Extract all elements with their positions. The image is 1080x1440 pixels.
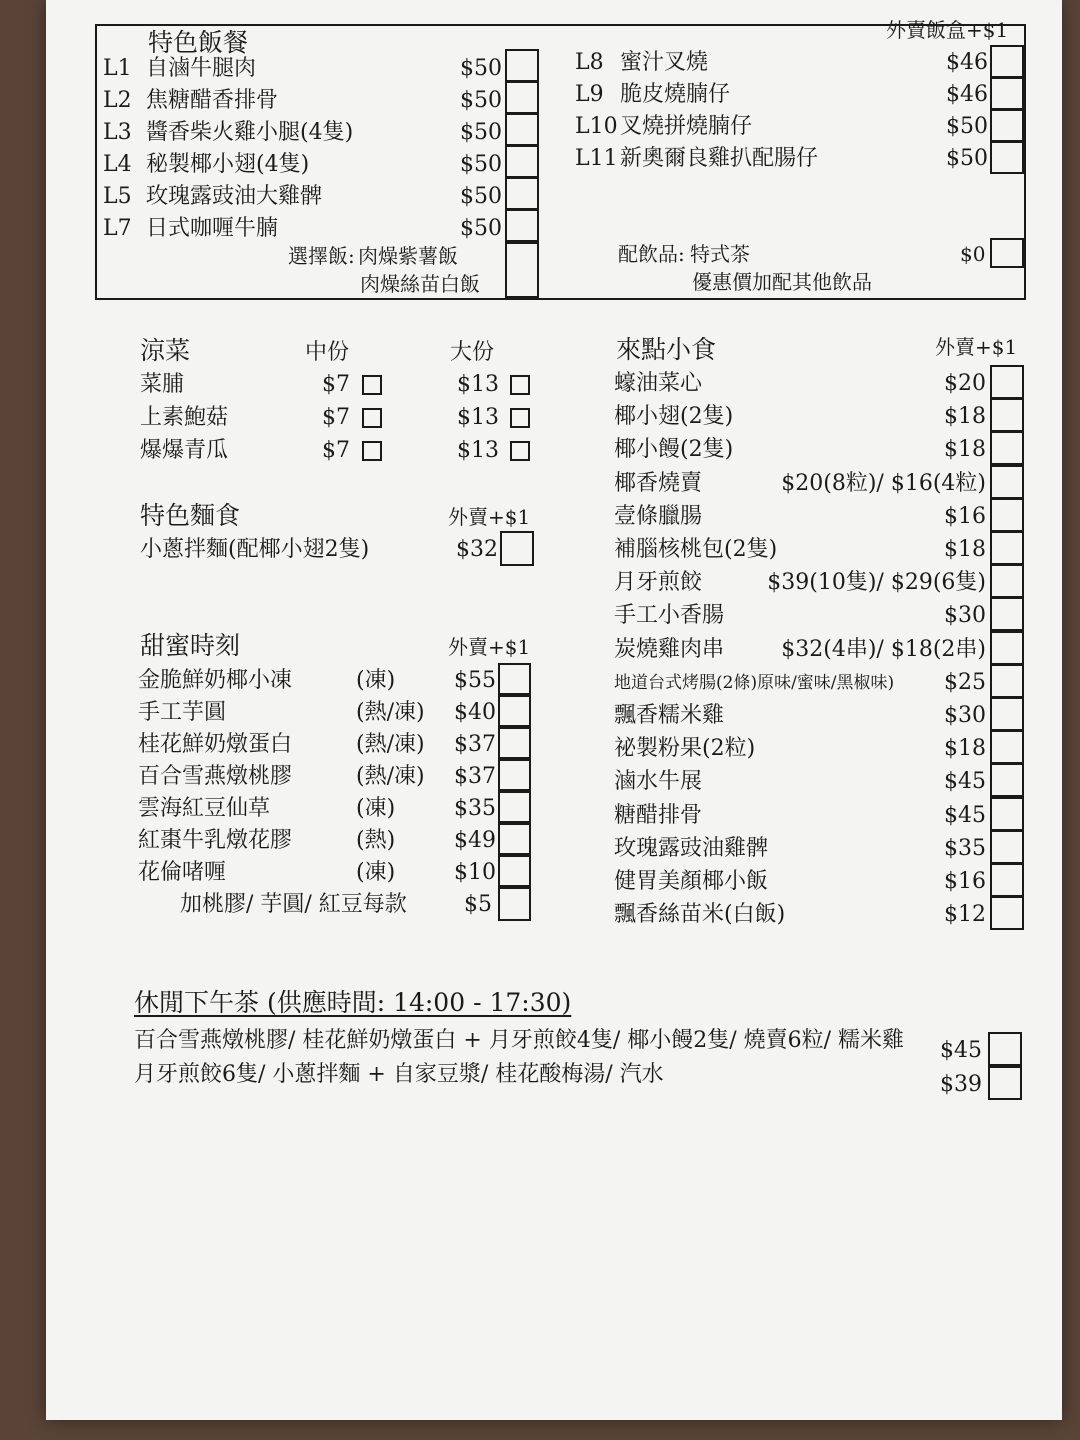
- tea-set-checkbox[interactable]: [988, 1066, 1022, 1100]
- set-meal-name: 新奧爾良雞扒配腸仔: [620, 146, 819, 171]
- set-meals-title: 特色飯餐: [148, 28, 249, 57]
- drink-value: 特式茶: [690, 242, 750, 266]
- cold-dish-large-checkbox[interactable]: [510, 441, 530, 461]
- snack-price: $20: [944, 371, 986, 396]
- cold-dish-medium-checkbox[interactable]: [362, 408, 382, 428]
- cold-dish-large-checkbox[interactable]: [510, 375, 530, 395]
- set-meal-checkbox[interactable]: [990, 109, 1024, 142]
- noodles-takeaway-note: 外賣+$1: [448, 505, 531, 529]
- snack-checkbox[interactable]: [990, 498, 1024, 532]
- cold-dish-large-checkbox[interactable]: [510, 408, 530, 428]
- dessert-price: $37: [454, 764, 496, 789]
- set-meal-code: L8: [575, 50, 604, 75]
- rice-choice-label: 選擇飯:: [288, 244, 355, 268]
- snack-name: 玫瑰露豉油雞髀: [614, 835, 769, 861]
- set-meal-price: $50: [946, 146, 988, 171]
- snack-checkbox[interactable]: [990, 896, 1024, 930]
- snack-price: $20(8粒)/ $16(4粒): [781, 470, 986, 496]
- snack-name: 飄香糯米雞: [614, 703, 725, 728]
- dessert-name: 百合雪燕燉桃膠: [138, 764, 293, 789]
- snack-price: $18: [944, 437, 986, 463]
- set-meal-code: L7: [103, 216, 132, 241]
- set-meal-checkbox[interactable]: [990, 45, 1024, 78]
- set-meal-price: $46: [946, 82, 988, 107]
- drink-price: $0: [960, 242, 986, 266]
- snack-name: 炭燒雞肉串: [614, 636, 725, 662]
- dessert-temp: (凍): [356, 796, 396, 821]
- snack-checkbox[interactable]: [990, 631, 1024, 665]
- set-meal-price: $50: [460, 88, 502, 113]
- dessert-name: 紅棗牛乳燉花膠: [138, 828, 293, 853]
- dessert-temp: (熱/凍): [356, 700, 425, 725]
- dessert-checkbox[interactable]: [498, 791, 531, 823]
- dessert-checkbox[interactable]: [498, 823, 531, 855]
- rice-option-2: 肉燥絲苗白飯: [360, 272, 480, 296]
- dessert-price: $55: [454, 668, 496, 693]
- set-meal-checkbox[interactable]: [990, 141, 1024, 174]
- snacks-title: 來點小食: [616, 335, 717, 364]
- dessert-price: $10: [454, 860, 496, 885]
- snack-checkbox[interactable]: [990, 564, 1024, 598]
- snack-price: $45: [944, 802, 986, 828]
- snack-price: $35: [944, 835, 986, 861]
- snack-name: 祕製粉果(2粒): [614, 736, 756, 762]
- dessert-addon-checkbox[interactable]: [498, 887, 531, 921]
- set-meal-code: L4: [103, 152, 132, 177]
- set-meal-price: $46: [946, 50, 988, 75]
- snack-price: $18: [944, 537, 986, 562]
- snack-name: 月牙煎餃: [614, 570, 703, 596]
- cold-dish-large-price: $13: [457, 438, 499, 463]
- snack-checkbox[interactable]: [990, 697, 1024, 731]
- noodle-checkbox[interactable]: [500, 531, 534, 566]
- cold-dish-medium-checkbox[interactable]: [362, 441, 382, 461]
- dessert-price: $49: [454, 828, 496, 853]
- set-meal-checkbox[interactable]: [990, 77, 1024, 110]
- set-meal-code: L10: [575, 114, 618, 139]
- snack-name: 蠔油菜心: [614, 371, 703, 396]
- cold-dish-medium-price: $7: [322, 405, 350, 430]
- snack-checkbox[interactable]: [990, 664, 1024, 698]
- dessert-price: $35: [454, 796, 496, 821]
- set-meal-name: 自滷牛腿肉: [146, 56, 257, 81]
- cold-dish-name: 菜脯: [140, 372, 185, 397]
- set-meal-name: 焦糖醋香排骨: [146, 88, 279, 113]
- set-meal-code: L1: [103, 56, 132, 81]
- set-meal-code: L3: [103, 120, 132, 145]
- dessert-temp: (凍): [356, 668, 396, 693]
- snack-price: $16: [944, 869, 986, 894]
- cold-dishes-title: 涼菜: [140, 336, 191, 365]
- set-meal-checkbox[interactable]: [505, 145, 539, 178]
- set-meal-name: 秘製椰小翅(4隻): [146, 152, 310, 177]
- dessert-name: 金脆鮮奶椰小凍: [138, 668, 293, 693]
- snack-name: 健胃美顏椰小飯: [614, 869, 769, 894]
- dessert-checkbox[interactable]: [498, 855, 531, 887]
- dessert-checkbox[interactable]: [498, 759, 531, 791]
- drink-note: 優惠價加配其他飲品: [692, 270, 872, 294]
- dessert-name: 雲海紅豆仙草: [138, 796, 271, 821]
- noodles-title: 特色麵食: [140, 501, 241, 530]
- cold-dish-name: 上素鮑菇: [140, 405, 229, 430]
- set-meal-checkbox[interactable]: [505, 209, 539, 242]
- snack-price: $30: [944, 703, 986, 728]
- snack-price: $25: [944, 669, 986, 695]
- dessert-name: 桂花鮮奶燉蛋白: [138, 732, 293, 757]
- set-meal-price: $50: [460, 184, 502, 209]
- snacks-takeaway-note: 外賣+$1: [935, 335, 1018, 359]
- snack-checkbox[interactable]: [990, 431, 1024, 465]
- set-meal-checkbox[interactable]: [505, 177, 539, 210]
- set-meal-checkbox[interactable]: [505, 113, 539, 146]
- set-meal-checkbox[interactable]: [505, 81, 539, 114]
- snack-price: $12: [944, 902, 986, 928]
- tea-title: 休閒下午茶 (供應時間: 14:00 - 17:30): [134, 988, 572, 1017]
- snack-checkbox[interactable]: [990, 830, 1024, 864]
- cold-dish-name: 爆爆青瓜: [140, 438, 229, 463]
- set-meal-name: 日式咖喱牛腩: [146, 216, 279, 241]
- rice-checkbox[interactable]: [505, 242, 539, 298]
- set-meal-price: $50: [946, 114, 988, 139]
- tea-set-checkbox[interactable]: [988, 1032, 1022, 1066]
- set-meal-price: $50: [460, 216, 502, 241]
- snack-price: $45: [944, 769, 986, 795]
- cold-dish-medium-price: $7: [322, 372, 350, 397]
- snack-checkbox[interactable]: [990, 531, 1024, 565]
- set-meal-code: L5: [103, 184, 132, 209]
- dessert-temp: (熱): [356, 828, 396, 853]
- snack-name: 補腦核桃包(2隻): [614, 537, 778, 562]
- snack-checkbox[interactable]: [990, 465, 1024, 499]
- snack-price: $39(10隻)/ $29(6隻): [767, 570, 986, 596]
- set-meal-price: $50: [460, 56, 502, 81]
- dessert-name: 花倫啫喱: [138, 860, 227, 885]
- snack-checkbox[interactable]: [990, 365, 1024, 399]
- set-meal-name: 叉燒拼燒腩仔: [620, 114, 753, 139]
- tea-set-text: 月牙煎餃6隻/ 小蔥拌麵 + 自家豆漿/ 桂花酸梅湯/ 汽水: [134, 1062, 664, 1087]
- snack-checkbox[interactable]: [990, 730, 1024, 764]
- snack-price: $18: [944, 736, 986, 762]
- snack-name: 糖醋排骨: [614, 802, 703, 828]
- set-meal-name: 醬香柴火雞小腿(4隻): [146, 120, 354, 145]
- snack-price: $16: [944, 503, 986, 529]
- drink-checkbox[interactable]: [990, 238, 1024, 268]
- snack-checkbox[interactable]: [990, 763, 1024, 797]
- set-meal-name: 脆皮燒腩仔: [620, 82, 731, 107]
- dessert-checkbox[interactable]: [498, 727, 531, 759]
- rice-option-1: 肉燥紫薯飯: [358, 244, 458, 268]
- snack-checkbox[interactable]: [990, 863, 1024, 897]
- cold-dish-medium-price: $7: [322, 438, 350, 463]
- noodle-price: $32: [456, 537, 498, 562]
- snack-name: 椰小翅(2隻): [614, 404, 734, 430]
- dessert-temp: (熱/凍): [356, 732, 425, 757]
- tea-set-price: $39: [940, 1072, 982, 1097]
- noodle-name: 小蔥拌麵(配椰小翅2隻): [140, 537, 370, 562]
- drink-label: 配飲品:: [618, 242, 685, 266]
- dessert-name: 手工芋圓: [138, 700, 227, 725]
- dessert-price: $40: [454, 700, 496, 725]
- dessert-addon-price: $5: [464, 892, 492, 917]
- dessert-addon-name: 加桃膠/ 芋圓/ 紅豆每款: [180, 892, 407, 917]
- cold-dish-large-price: $13: [457, 372, 499, 397]
- snack-name: 地道台式烤腸(2條)原味/蜜味/黑椒味): [614, 672, 895, 693]
- snack-checkbox[interactable]: [990, 398, 1024, 432]
- snack-checkbox[interactable]: [990, 797, 1024, 831]
- snack-name: 滷水牛展: [614, 769, 703, 795]
- snack-price: $30: [944, 603, 986, 629]
- set-meals-takeaway-note: 外賣飯盒+$1: [886, 18, 1009, 42]
- set-meal-price: $50: [460, 120, 502, 145]
- snack-price: $18: [944, 404, 986, 430]
- snack-price: $32(4串)/ $18(2串): [781, 636, 986, 662]
- desserts-takeaway-note: 外賣+$1: [448, 635, 531, 659]
- dessert-temp: (熱/凍): [356, 764, 425, 789]
- dessert-temp: (凍): [356, 860, 396, 885]
- col-large-header: 大份: [450, 340, 495, 365]
- set-meal-code: L2: [103, 88, 132, 113]
- tea-set-text: 百合雪燕燉桃膠/ 桂花鮮奶燉蛋白 + 月牙煎餃4隻/ 椰小饅2隻/ 燒賣6粒/ 糯米雞: [134, 1028, 905, 1053]
- desserts-title: 甜蜜時刻: [140, 631, 241, 660]
- snack-name: 飄香絲苗米(白飯): [614, 902, 786, 928]
- set-meal-name: 蜜汁叉燒: [620, 50, 709, 75]
- dessert-checkbox[interactable]: [498, 695, 531, 727]
- cold-dish-large-price: $13: [457, 405, 499, 430]
- snack-name: 壹條臘腸: [614, 503, 703, 529]
- set-meal-code: L9: [575, 82, 604, 107]
- tea-set-price: $45: [940, 1038, 982, 1063]
- set-meal-checkbox[interactable]: [505, 49, 539, 82]
- set-meal-name: 玫瑰露豉油大雞髀: [146, 184, 323, 209]
- snack-checkbox[interactable]: [990, 597, 1024, 631]
- snack-name: 手工小香腸: [614, 603, 725, 629]
- snack-name: 椰小饅(2隻): [614, 437, 734, 463]
- set-meal-price: $50: [460, 152, 502, 177]
- col-medium-header: 中份: [305, 340, 350, 365]
- dessert-checkbox[interactable]: [498, 663, 531, 695]
- cold-dish-medium-checkbox[interactable]: [362, 375, 382, 395]
- dessert-price: $37: [454, 732, 496, 757]
- set-meal-code: L11: [575, 146, 618, 171]
- snack-name: 椰香燒賣: [614, 470, 703, 496]
